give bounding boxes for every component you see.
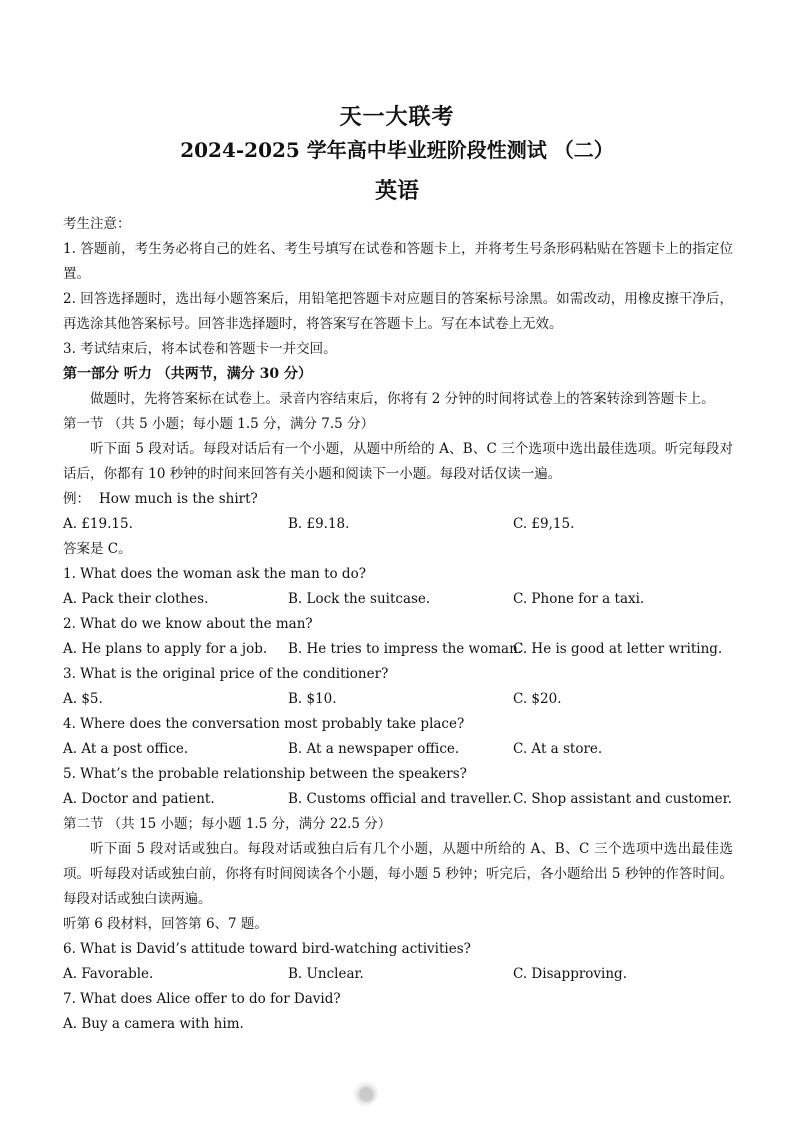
- question-1: 1. What does the woman ask the man to do?: [63, 566, 366, 582]
- question-5: 5. What’s the probable relationship between the speakers?: [63, 766, 467, 782]
- exam-content: [63, 212, 733, 1037]
- q4-option-a: A. At a post office.: [63, 741, 189, 757]
- part1-intro: 做题时，先将答案标在试卷上。录音内容结束后，你将有 2 分钟的时间将试卷上的答案转涂到答题卡上。: [90, 391, 715, 407]
- question-4-options: [63, 737, 733, 762]
- q2-option-c: C. He is good at letter writing.: [513, 641, 723, 657]
- loading-spinner-icon: [352, 1080, 378, 1106]
- section2-material: 听第 6 段材料，回答第 6、7 题。: [63, 916, 268, 932]
- question-3: 3. What is the original price of the conditioner?: [63, 666, 389, 682]
- example-question: How much is the shirt?: [99, 491, 258, 507]
- example-option-b: B. £9.18.: [288, 516, 350, 532]
- notice-item-1: 1. 答题前，考生务必将自己的姓名、考生号填写在试卷和答题卡上，并将考生号条形码粘贴在答题卡上的指定位置。: [63, 241, 733, 282]
- question-2: 2. What do we know about the man?: [63, 616, 313, 632]
- q1-option-c: C. Phone for a taxi.: [513, 591, 645, 607]
- section1-heading: 第一节 （共 5 小题；每小题 1.5 分，满分 7.5 分）: [63, 416, 375, 432]
- q5-option-c: C. Shop assistant and customer.: [513, 791, 732, 807]
- exam-subtitle: 2024-2025 学年高中毕业班阶段性测试 （二）: [180, 138, 614, 162]
- q5-option-b: B. Customs official and traveller.: [288, 791, 512, 807]
- notice-item-3: 3. 考试结束后，将本试卷和答题卡一并交回。: [63, 341, 337, 357]
- example-option-c: C. £9,15.: [513, 516, 575, 532]
- q3-option-c: C. $20.: [513, 691, 562, 707]
- example-answer: 答案是 C。: [63, 541, 132, 557]
- example-question-row: [63, 487, 733, 512]
- q7-option-a: A. Buy a camera with him.: [63, 1016, 244, 1032]
- example-options: [63, 512, 733, 537]
- notice-heading: 考生注意：: [63, 216, 131, 232]
- question-7-options: [63, 1012, 733, 1037]
- section2-intro: 听下面 5 段对话或独白。每段对话或独白后有几个小题，从题中所给的 A、B、C 三个选项中选出最佳选项。听每段对话或独白前，你将有时间阅读各个小题，每小题 5 秒钟；听完后，各小题给出 5 秒钟的作答时间。每段对话或独白读两遍。: [63, 841, 733, 907]
- question-2-options: [63, 637, 733, 662]
- question-5-options: [63, 787, 733, 812]
- q4-option-c: C. At a store.: [513, 741, 603, 757]
- q3-option-a: A. $5.: [63, 691, 103, 707]
- q6-option-c: C. Disapproving.: [513, 966, 627, 982]
- question-1-options: [63, 587, 733, 612]
- question-6-options: [63, 962, 733, 987]
- q6-option-b: B. Unclear.: [288, 966, 364, 982]
- question-4: 4. Where does the conversation most probably take place?: [63, 716, 465, 732]
- q6-option-a: A. Favorable.: [63, 966, 154, 982]
- exam-subject: 英语: [374, 178, 419, 204]
- q5-option-a: A. Doctor and patient.: [63, 791, 215, 807]
- example-option-a: A. £19.15.: [63, 516, 133, 532]
- section2-heading: 第二节 （共 15 小题；每小题 1.5 分，满分 22.5 分）: [63, 816, 392, 832]
- q2-option-b: B. He tries to impress the woman.: [288, 641, 523, 657]
- q4-option-b: B. At a newspaper office.: [288, 741, 460, 757]
- question-3-options: [63, 687, 733, 712]
- q3-option-b: B. $10.: [288, 691, 337, 707]
- q1-option-b: B. Lock the suitcase.: [288, 591, 431, 607]
- example-label: 例：: [63, 491, 90, 507]
- q1-option-a: A. Pack their clothes.: [63, 591, 209, 607]
- section1-intro: 听下面 5 段对话。每段对话后有一个小题，从题中所给的 A、B、C 三个选项中选出最佳选项。听完每段对话后，你都有 10 秒钟的时间来回答有关小题和阅读下一小题。每段对话仅读一遍。: [63, 441, 733, 482]
- notice-item-2: 2. 回答选择题时，选出每小题答案后，用铅笔把答题卡对应题目的答案标号涂黑。如需改动，用橡皮擦干净后，再选涂其他答案标号。回答非选择题时，将答案写在答题卡上。写在本试卷上无效。: [63, 291, 733, 332]
- part1-heading: 第一部分 听力 （共两节，满分 30 分）: [63, 366, 312, 382]
- question-6: 6. What is David’s attitude toward bird-watching activities?: [63, 941, 471, 957]
- exam-title: 天一大联考: [339, 104, 455, 130]
- q2-option-a: A. He plans to apply for a job.: [63, 641, 268, 657]
- question-7: 7. What does Alice offer to do for David?: [63, 991, 341, 1007]
